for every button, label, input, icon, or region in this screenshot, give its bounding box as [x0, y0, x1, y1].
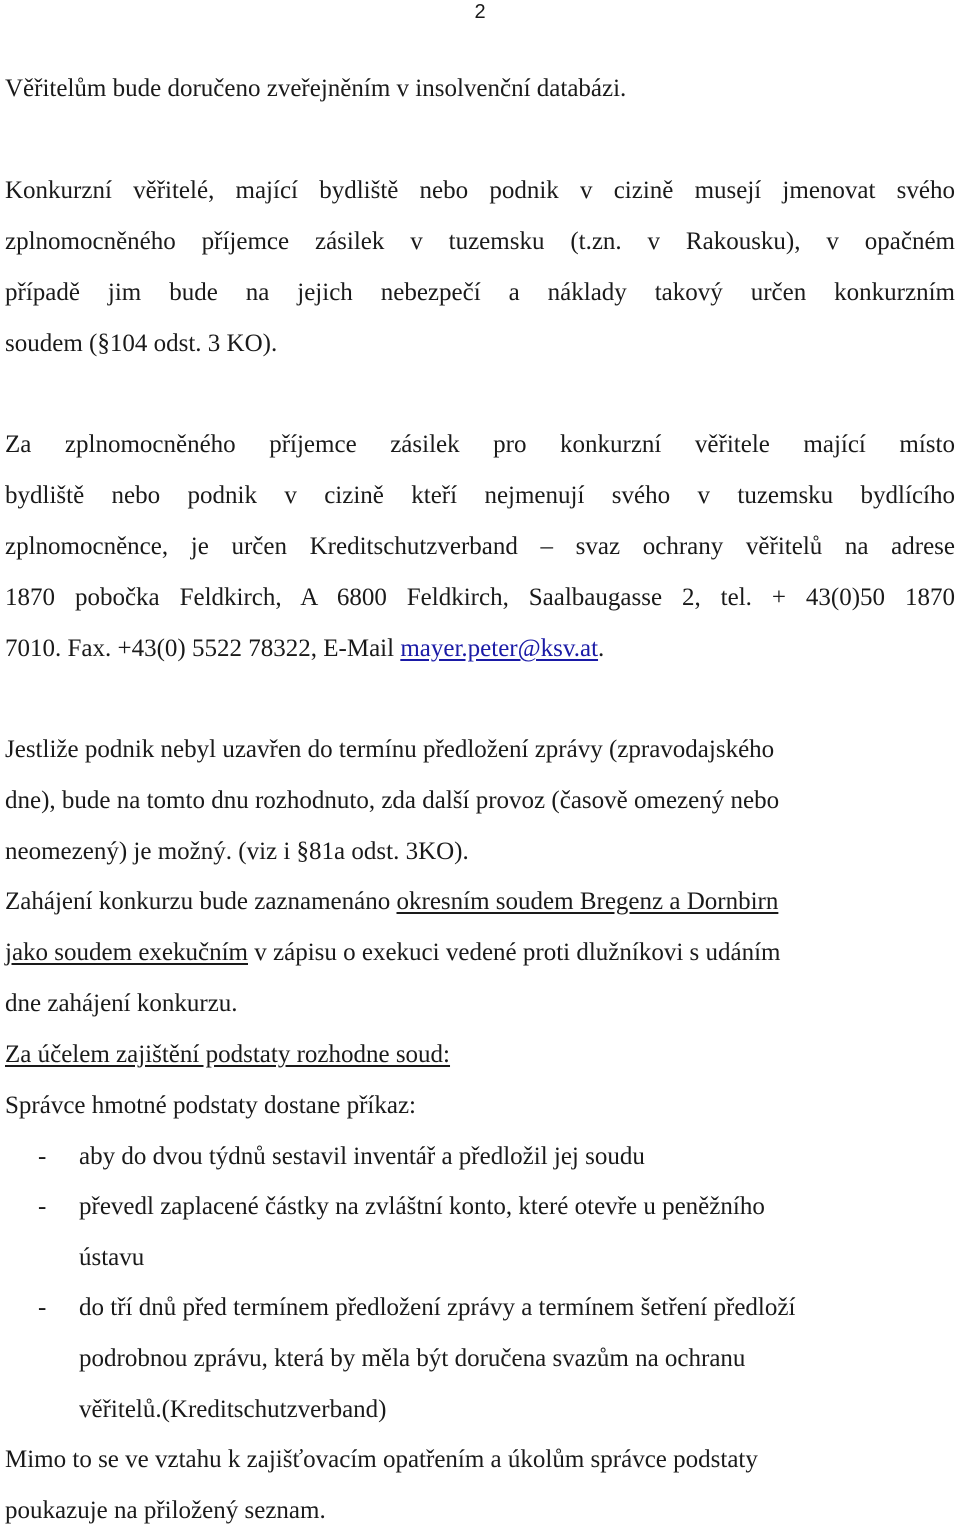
dash-bullet: -: [38, 1143, 47, 1170]
text-line: [5, 938, 955, 968]
list-intro: Správce hmotné podstaty dostane příkaz:: [5, 1092, 416, 1119]
punctuation: .: [598, 635, 605, 662]
text-line: dne), bude na tomto dnu rozhodnuto, zda další provoz (časově omezený nebo: [5, 787, 780, 814]
text-line: neomezený) je možný. (viz i §81a odst. 3KO).: [5, 838, 469, 865]
list-item-text: věřitelů.(Kreditschutzverband): [79, 1396, 387, 1423]
text-line: Za zplnomocněného příjemce zásilek pro konkurzní věřitele mající místo: [5, 431, 955, 458]
section-heading: [5, 1040, 955, 1070]
text-line: zplnomocněnce, je určen Kreditschutzverband – svaz ochrany věřitelů na adrese: [5, 533, 955, 560]
page-number: 2: [474, 1, 486, 23]
text-line: [5, 887, 955, 917]
list-item-text: převedl zaplacené částky na zvláštní konto, které otevře u peněžního: [79, 1193, 765, 1220]
list-item-text: ústavu: [79, 1244, 145, 1271]
text-segment: Zahájení konkurzu bude zaznamenáno: [5, 888, 397, 915]
text-line: Konkurzní věřitelé, mající bydliště nebo podnik v cizině musejí jmenovat svého: [5, 177, 955, 204]
dash-bullet: -: [38, 1294, 47, 1321]
text-segment: v zápisu o exekuci vedené proti dlužníkovi s udáním: [248, 939, 781, 966]
text-line: Věřitelům bude doručeno zveřejněním v insolvenční databázi.: [5, 75, 627, 102]
underlined-court-role: jako soudem exekučním: [5, 939, 248, 966]
list-item-text: do tří dnů před termínem předložení zprávy a termínem šetření předloží: [79, 1294, 796, 1321]
list-item-text: aby do dvou týdnů sestavil inventář a předložil jej soudu: [79, 1143, 645, 1170]
text-line: Mimo to se ve vztahu k zajišťovacím opatřením a úkolům správce podstaty: [5, 1446, 758, 1473]
text-line: 1870 pobočka Feldkirch, A 6800 Feldkirch, Saalbaugasse 2, tel. + 43(0)50 1870: [5, 584, 955, 611]
text-line: poukazuje na přiložený seznam.: [5, 1497, 326, 1524]
text-line: Jestliže podnik nebyl uzavřen do termínu předložení zprávy (zpravodajského: [5, 736, 775, 763]
email-link[interactable]: mayer.peter@ksv.at: [400, 635, 599, 662]
text-line: dne zahájení konkurzu.: [5, 990, 238, 1017]
text-line: [5, 634, 955, 664]
underlined-court-name: okresním soudem Bregenz a Dornbirn: [396, 888, 779, 915]
contact-text: 7010. Fax. +43(0) 5522 78322, E-Mail: [5, 635, 401, 662]
dash-bullet: -: [38, 1193, 47, 1220]
list-item-text: podrobnou zprávu, která by měla být doručena svazům na ochranu: [79, 1345, 746, 1372]
text-line: bydliště nebo podnik v cizině kteří nejmenují svého v tuzemsku bydlícího: [5, 482, 955, 509]
text-line: soudem (§104 odst. 3 KO).: [5, 330, 278, 357]
underlined-heading: Za účelem zajištění podstaty rozhodne soud:: [5, 1041, 451, 1068]
text-line: zplnomocněného příjemce zásilek v tuzemsku (t.zn. v Rakousku), v opačném: [5, 228, 955, 255]
text-line: případě jim bude na jejich nebezpečí a náklady takový určen konkurzním: [5, 279, 955, 306]
